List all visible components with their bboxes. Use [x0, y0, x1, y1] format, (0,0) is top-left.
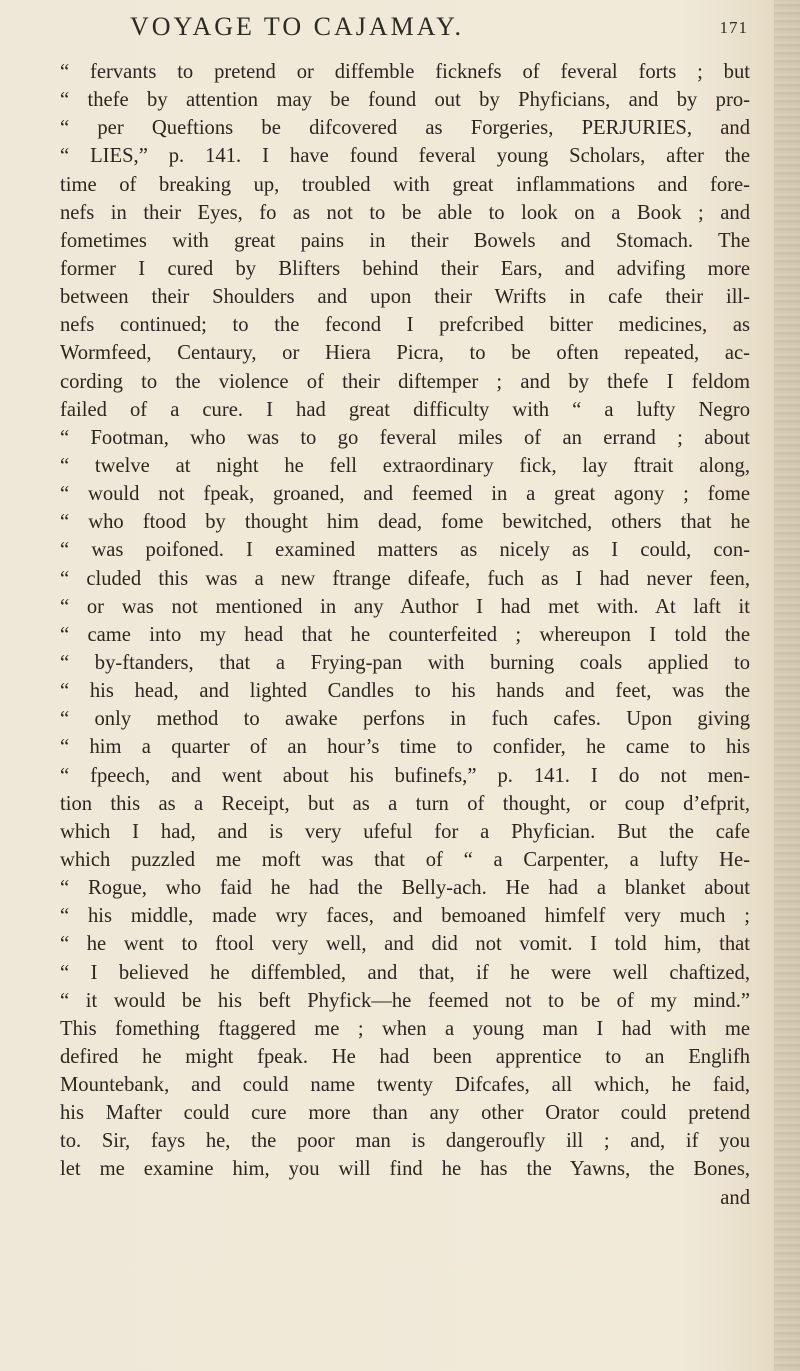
- text-line: which puzzled me moft was that of “ a Carpenter, a lufty He-: [60, 848, 750, 871]
- text-line: “ his middle, made wry faces, and bemoaned himfelf very much ;: [60, 905, 750, 928]
- text-line: “ I believed he diffembled, and that, if he were well chaftized,: [60, 961, 750, 984]
- catchword: and: [720, 1186, 750, 1209]
- text-line: cording to the violence of their diftemper ; and by thefe I feldom: [60, 370, 750, 393]
- text-line: “ or was not mentioned in any Author I had met with. At laft it: [60, 595, 750, 618]
- text-line: “ fpeech, and went about his bufinefs,” p. 141. I do not men-: [60, 764, 750, 787]
- text-line: nefs in their Eyes, fo as not to be able to look on a Book ; and: [60, 201, 750, 224]
- text-line: “ Rogue, who faid he had the Belly-ach. He had a blanket about: [60, 877, 750, 900]
- text-line: his Mafter could cure more than any other Orator could pretend: [60, 1102, 750, 1125]
- text-line: “ cluded this was a new ftrange difeafe, fuch as I had never feen,: [60, 567, 750, 590]
- text-line: This fomething ftaggered me ; when a young man I had with me: [60, 1017, 750, 1040]
- text-line: let me examine him, you will find he has the Yawns, the Bones,: [60, 1158, 750, 1181]
- text-line: “ it would be his beft Phyfick—he feemed not to be of my mind.”: [60, 989, 750, 1012]
- text-line: Mountebank, and could name twenty Difcafes, all which, he faid,: [60, 1074, 750, 1097]
- running-head-title: VOYAGE TO CAJAMAY.: [130, 12, 465, 41]
- text-line: between their Shoulders and upon their Wrifts in cafe their ill-: [60, 286, 750, 309]
- text-line: “ him a quarter of an hour’s time to confider, he came to his: [60, 736, 750, 759]
- page-number: 171: [719, 18, 748, 37]
- text-line: “ Footman, who was to go feveral miles of an errand ; about: [60, 426, 750, 449]
- text-line: defired he might fpeak. He had been apprentice to an Englifh: [60, 1045, 750, 1068]
- text-line: time of breaking up, troubled with great inflammations and fore-: [60, 173, 750, 196]
- text-line: Wormfeed, Centaury, or Hiera Picra, to be often repeated, ac-: [60, 342, 750, 365]
- text-line: tion this as a Receipt, but as a turn of thought, or coup d’efprit,: [60, 792, 750, 815]
- body-text: [60, 58, 750, 1212]
- page-edge: [774, 0, 800, 1371]
- text-line: to. Sir, fays he, the poor man is dangeroufly ill ; and, if you: [60, 1130, 750, 1153]
- text-line: “ he went to ftool very well, and did not vomit. I told him, that: [60, 933, 750, 956]
- text-line: “ twelve at night he fell extraordinary fick, lay ftrait along,: [60, 454, 750, 477]
- text-line: failed of a cure. I had great difficulty with “ a lufty Negro: [60, 398, 750, 421]
- text-line: former I cured by Blifters behind their Ears, and advifing more: [60, 257, 750, 280]
- text-line: “ fervants to pretend or diffemble ficknefs of feveral forts ; but: [60, 61, 750, 83]
- text-line: “ would not fpeak, groaned, and feemed in a great agony ; fome: [60, 483, 750, 506]
- text-line: “ was poifoned. I examined matters as nicely as I could, con-: [60, 539, 750, 562]
- text-line: “ thefe by attention may be found out by Phyficians, and by pro-: [60, 89, 750, 112]
- text-line: nefs continued; to the fecond I prefcribed bitter medicines, as: [60, 314, 750, 337]
- text-line: “ LIES,” p. 141. I have found feveral young Scholars, after the: [60, 145, 750, 168]
- text-line: which I had, and is very ufeful for a Phyfician. But the cafe: [60, 820, 750, 843]
- text-line: “ by-ftanders, that a Frying-pan with burning coals applied to: [60, 651, 750, 674]
- text-line: “ per Queftions be difcovered as Forgeries, PERJURIES, and: [60, 117, 750, 140]
- text-line: “ who ftood by thought him dead, fome bewitched, others that he: [60, 511, 750, 534]
- text-line: fometimes with great pains in their Bowels and Stomach. The: [60, 229, 750, 252]
- text-line: “ only method to awake perfons in fuch cafes. Upon giving: [60, 708, 750, 731]
- text-line: “ his head, and lighted Candles to his hands and feet, was the: [60, 680, 750, 703]
- text-line: “ came into my head that he counterfeited ; whereupon I told the: [60, 623, 750, 646]
